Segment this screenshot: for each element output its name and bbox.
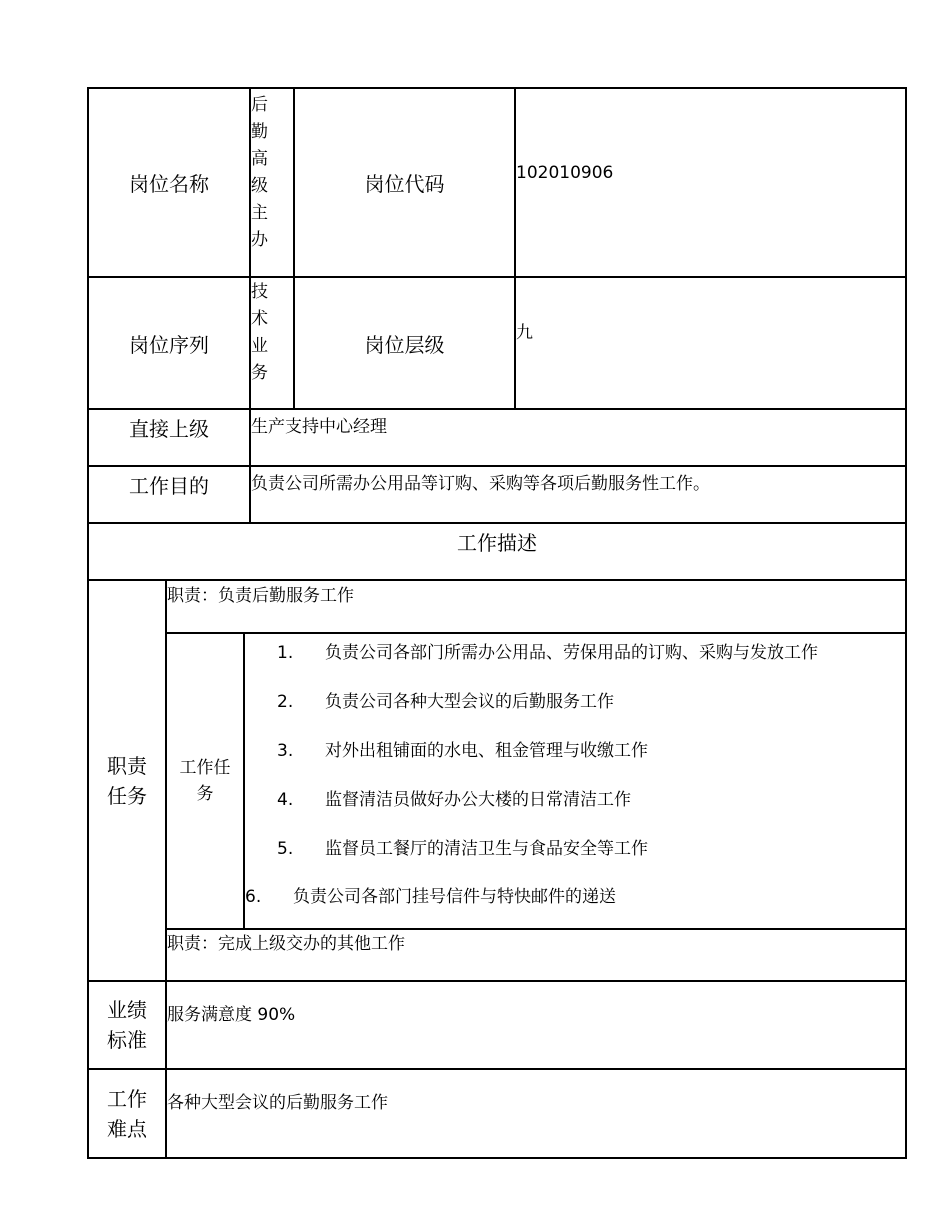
work-difficulty-value: 各种大型会议的后勤服务工作 [167,1093,388,1113]
task-item [277,638,818,663]
work-description-heading: 工作描述 [457,530,537,555]
post-level-value: 九 [516,323,533,343]
performance-standard-value: 服务满意度 90% [167,1005,296,1025]
row-divider [87,980,907,982]
post-name-label: 岗位名称 [129,172,209,196]
task-item [277,687,614,712]
task-item [245,882,616,907]
row-divider [166,632,907,634]
task-number: 5. [277,839,294,859]
row-divider [166,928,907,930]
post-name-value: 后勤高级主办 [251,95,268,250]
work-difficulty-label-text: 工作难点 [107,1086,147,1141]
direct-superior-value: 生产支持中心经理 [251,417,387,437]
col-divider [514,87,516,409]
task-number: 1. [277,643,294,663]
duty-2: 职责：完成上级交办的其他工作 [167,934,405,954]
work-purpose-value: 负责公司所需办公用品等订购、采购等各项后勤服务性工作。 [251,474,710,494]
table-border-bottom [87,1157,907,1159]
duties-label [89,581,165,980]
direct-superior-label: 直接上级 [129,416,209,441]
work-difficulty-label [89,1070,165,1157]
task-item [277,736,648,761]
post-code-label: 岗位代码 [364,172,445,196]
work-tasks-label [167,634,243,928]
task-number: 3. [277,741,294,761]
table-border-right [905,87,907,1159]
task-item [277,834,648,859]
work-tasks-label-text: 工作任务 [179,758,231,804]
task-number: 4. [277,790,294,810]
task-text: 监督清洁员做好办公大楼的日常清洁工作 [325,790,631,810]
duty-1: 职责：负责后勤服务工作 [167,586,354,606]
task-text: 负责公司各种大型会议的后勤服务工作 [325,692,614,712]
task-number: 2. [277,692,294,712]
task-text: 监督员工餐厅的清洁卫生与食品安全等工作 [325,839,648,859]
row-divider [87,1068,907,1070]
row-divider [87,579,907,581]
post-level-label: 岗位层级 [364,332,445,357]
work-purpose-label: 工作目的 [129,473,209,498]
duties-label-text: 职责任务 [107,753,147,808]
task-number: 6. [245,887,262,907]
post-code-value: 102010906 [516,163,614,183]
performance-standard-label [89,982,165,1068]
post-sequence-value: 技术业务 [251,282,268,383]
task-text: 负责公司各部门所需办公用品、劳保用品的订购、采购与发放工作 [325,643,818,663]
task-text: 对外出租铺面的水电、租金管理与收缴工作 [325,741,648,761]
performance-standard-label-text: 业绩标准 [107,998,147,1052]
task-item [277,785,631,810]
post-sequence-label: 岗位序列 [129,332,209,357]
task-text: 负责公司各部门挂号信件与特快邮件的递送 [293,887,616,907]
